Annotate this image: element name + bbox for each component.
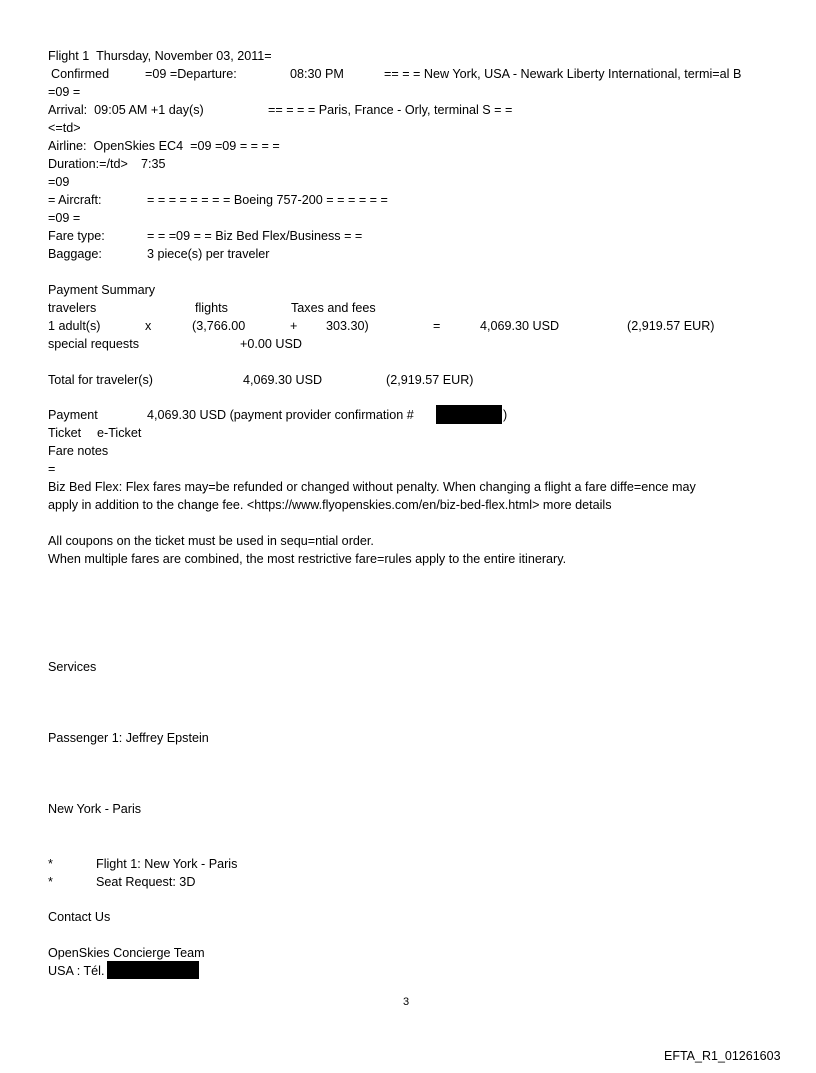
separator-text: = — [48, 462, 56, 476]
col-flights: flights — [195, 301, 228, 315]
aircraft-value: = = = = = = = = Boeing 757-200 = = = = = = — [147, 193, 388, 207]
payment-summary-title: Payment Summary — [48, 283, 156, 297]
separator-text: =09 — [48, 175, 70, 189]
document-id: EFTA_R1_01261603 — [664, 1049, 781, 1063]
duration-value: 7:35 — [141, 157, 166, 171]
departure-label: =09 =Departure: — [145, 67, 237, 81]
total-usd: 4,069.30 USD — [480, 319, 560, 333]
flight-header: Flight 1 Thursday, November 03, 2011= — [48, 49, 272, 63]
adults-count: 1 adult(s) — [48, 319, 101, 333]
coupons-note: All coupons on the ticket must be used in sequ=ntial order. — [48, 534, 374, 548]
td-fragment: <=td> — [48, 121, 81, 135]
redaction-box — [107, 961, 199, 979]
flights-amount: (3,766.00 — [192, 319, 246, 333]
departure-time: 08:30 PM — [290, 67, 344, 81]
special-requests-value: +0.00 USD — [240, 337, 302, 351]
total-for-usd: 4,069.30 USD — [243, 373, 323, 387]
departure-place: == = = New York, USA - Newark Liberty International, termi=al B — [384, 67, 742, 81]
total-eur: (2,919.57 EUR) — [627, 319, 715, 333]
services-title: Services — [48, 660, 97, 674]
page-number: 3 — [403, 996, 410, 1008]
contact-phone-label: USA : Tél. — [48, 964, 105, 978]
baggage-label: Baggage: — [48, 247, 102, 261]
baggage-value: 3 piece(s) per traveler — [147, 247, 270, 261]
confirmed-status: Confirmed — [51, 67, 110, 81]
separator-text: =09 = — [48, 211, 81, 225]
total-label: Total for traveler(s) — [48, 373, 153, 387]
special-requests-label: special requests — [48, 337, 140, 351]
col-taxes: Taxes and fees — [291, 301, 376, 315]
arrival-label: Arrival: 09:05 AM +1 day(s) — [48, 103, 204, 117]
duration-label: Duration:=/td> — [48, 157, 128, 171]
plus-sign: + — [290, 319, 298, 333]
fare-note-line: apply in addition to the change fee. <https://www.flyopenskies.com/en/biz-bed-flex.html> more details — [48, 498, 612, 512]
equals-sign: = — [433, 319, 441, 333]
ticket-label: Ticket — [48, 426, 82, 440]
combined-fares-note: When multiple fares are combined, the most restrictive fare=rules apply to the entire itinerary. — [48, 552, 567, 566]
payment-label: Payment — [48, 408, 98, 422]
separator-text: =09 = — [48, 85, 81, 99]
payment-close: ) — [503, 408, 508, 422]
fare-type-value: = = =09 = = Biz Bed Flex/Business = = — [147, 229, 363, 243]
aircraft-label: = Aircraft: — [48, 193, 102, 207]
service-item-seat: Seat Request: 3D — [96, 875, 196, 889]
route-title: New York - Paris — [48, 802, 142, 816]
airline-line: Airline: OpenSkies EC4 =09 =09 = = = = — [48, 139, 280, 153]
times-sign: x — [145, 319, 152, 333]
ticket-value: e-Ticket — [97, 426, 142, 440]
contact-title: Contact Us — [48, 910, 111, 924]
fare-type-label: Fare type: — [48, 229, 105, 243]
payment-text: 4,069.30 USD (payment provider confirmation # — [147, 408, 414, 422]
bullet: * — [48, 875, 53, 889]
contact-team: OpenSkies Concierge Team — [48, 946, 205, 960]
redaction-box — [436, 405, 502, 424]
arrival-place: == = = = Paris, France - Orly, terminal S = = — [268, 103, 513, 117]
taxes-amount: 303.30) — [326, 319, 369, 333]
fare-note-line: Biz Bed Flex: Flex fares may=be refunded or changed without penalty. When changing a flight a fare diffe=ence may — [48, 480, 696, 494]
col-travelers: travelers — [48, 301, 97, 315]
total-for-eur: (2,919.57 EUR) — [386, 373, 474, 387]
service-item-flight: Flight 1: New York - Paris — [96, 857, 238, 871]
fare-notes-title: Fare notes — [48, 444, 109, 458]
bullet: * — [48, 857, 53, 871]
passenger-name: Passenger 1: Jeffrey Epstein — [48, 731, 209, 745]
